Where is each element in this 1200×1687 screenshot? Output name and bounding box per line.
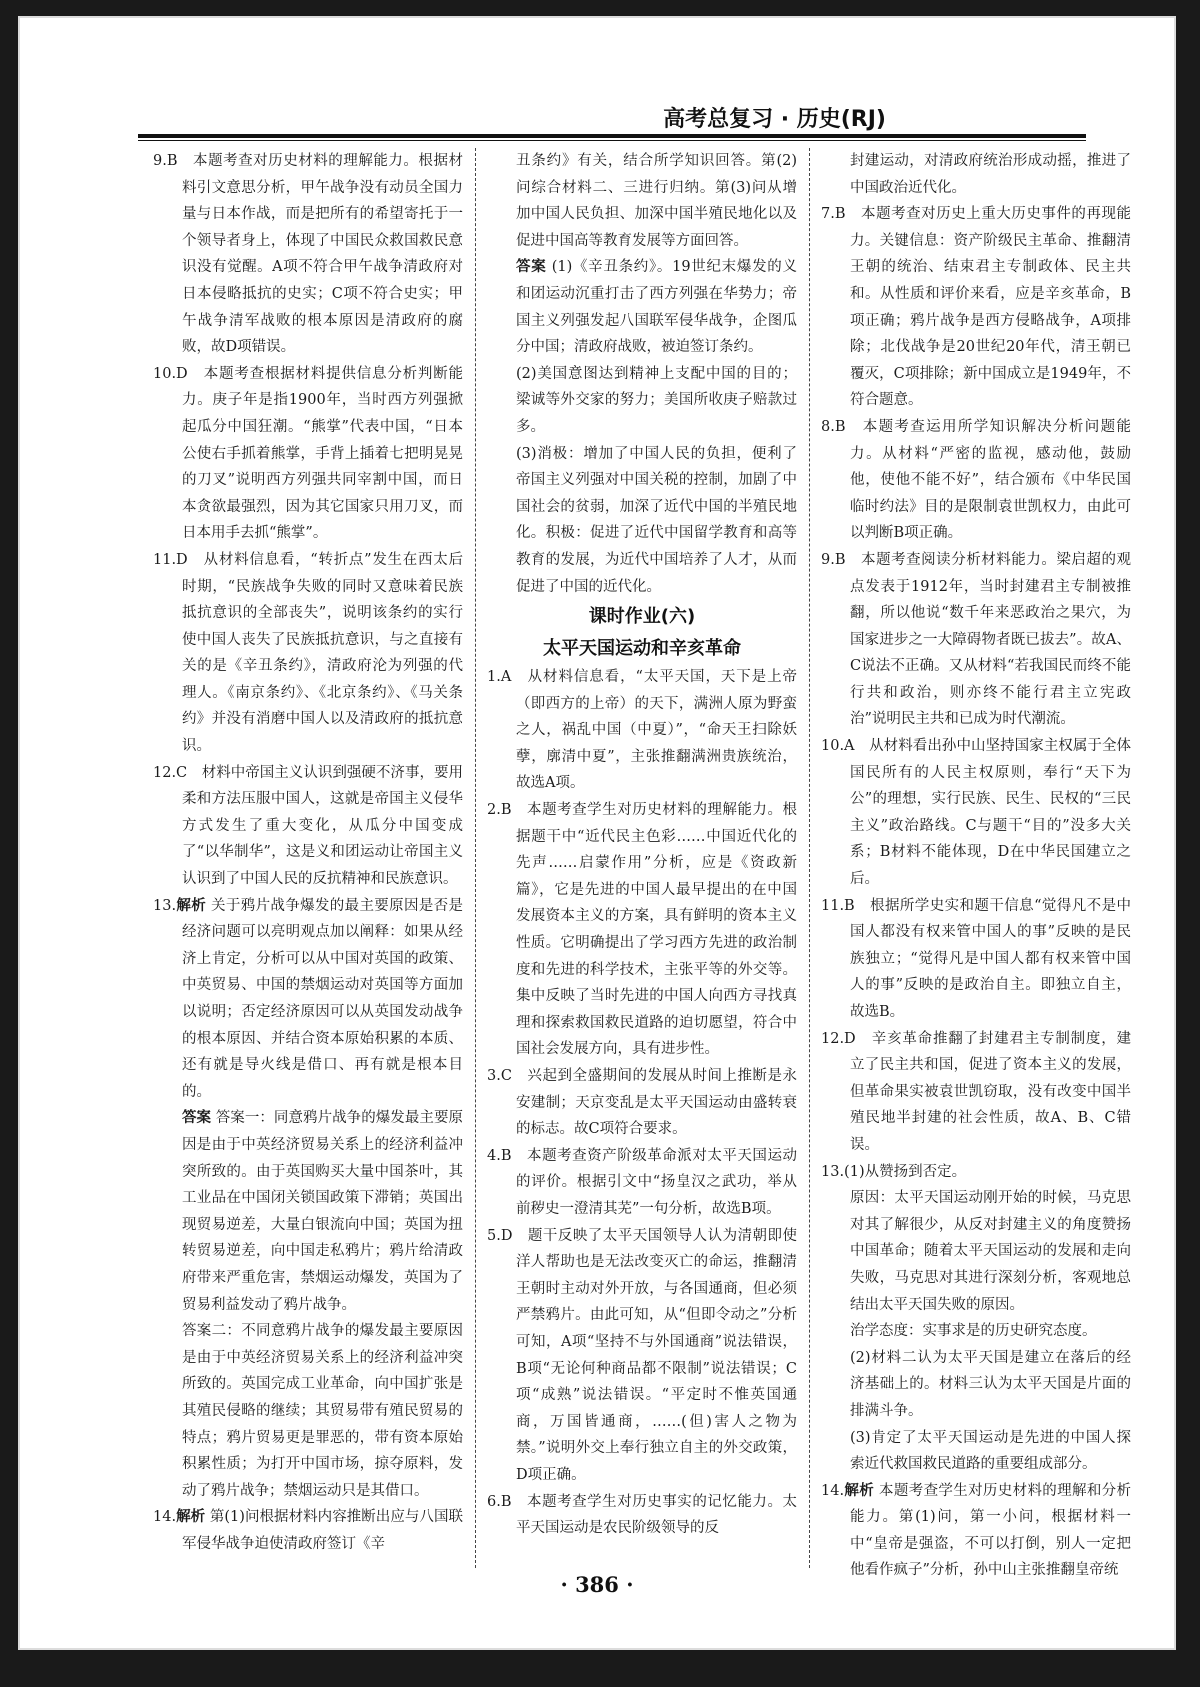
paragraph-text: (2)美国意图达到精神上支配中国的目的；梁诚等外交家的努力；美国所收庚子赔款过多。 [516,365,797,435]
answer-item [487,1223,797,1489]
paragraph-text: 治学态度：实事求是的历史研究态度。 [850,1323,1097,1340]
text-columns [153,148,1133,1579]
column-right [821,148,1132,1579]
section-heading: 太平天国运动和辛亥革命 [543,638,741,660]
answer-item [487,664,797,797]
paragraph-text: 第(1)问根据材料内容推断出应与八国联军侵华战争迫使清政府签订《辛 [182,1509,464,1552]
paragraph-text: 2.B 本题考查学生对历史材料的理解能力。根据题干中“近代民主色彩……中国近代化的先声……启蒙作用”分析，应是《资政新篇》，它是先进的中国人最早提出的在中国发展资本主义的方案，具有鲜明的资本主义性质。它明确提出了学习西方先进的政治制度和先进的科学技术，主张平等的外交等。集中反映了当时先进的中国人向西方寻找真理和探索救国救民道路的迫切愿望，符合中国社会发展方向，具有进步性。 [487,802,797,1058]
answer-paragraph [487,441,797,601]
answer-item [821,1478,1131,1584]
paragraph-text: 本题考查学生对历史材料的理解和分析能力。第(1)问，第一小问，根据材料一中“皇帝是强盗，不可以打倒，别人一定把他看作疯子”分析，孙中山主张推翻皇帝统 [850,1482,1132,1579]
paragraph-text: 12.C 材料中帝国主义认识到强硬不济事，要用柔和方法压服中国人，这就是帝国主义侵华方式发生了重大变化，从瓜分中国变成了“以华制华”，这是义和团运动让帝国主义认识到了中国人民的反抗精神和民族意识。 [153,764,463,888]
answer-label: 解析 [844,1482,875,1499]
paragraph-text: 1.A 从材料信息看，“太平天国，天下是上帝（即西方的上帝）的天下，满洲人原为野蛮之人，祸乱中国（中夏）”，“命天王扫除妖孽，廓清中夏”，主张推翻满洲贵族统治，故选A项。 [487,669,797,792]
answer-item [821,1159,1131,1186]
paragraph-text: 5.D 题干反映了太平天国领导人认为清朝即使洋人帮助也是无法改变灭亡的命运，推翻清王朝时主动对外开放，与各国通商，但必须严禁鸦片。由此可知，从“但即令动之”分析可知，A项“坚持不与外国通商”说法错误，B项“无论何种商品都不限制”说法错误；C项“成熟”说法错误。“平定时不惟英国通商，万国皆通商，……(但)害人之物为禁。”说明外交上奉行独立自主的外交政策，D项正确。 [487,1227,797,1483]
paragraph-text: 丑条约》有关，结合所学知识回答。第(2)问综合材料二、三进行归纳。第(3)问从增加中国人民负担、加深中国半殖民地化以及促进中国高等教育发展等方面回答。 [516,153,797,249]
answer-item [487,1063,797,1143]
answer-paragraph [821,1345,1131,1425]
answer-item [487,1489,797,1542]
answer-label: 答案 [516,259,547,276]
answer-paragraph [821,148,1131,201]
answer-paragraph [153,1318,463,1504]
answer-item [487,1143,797,1223]
answer-item [153,148,463,361]
page-sheet [18,16,1176,1650]
paragraph-text: 封建运动，对清政府统治形成动摇，推进了中国政治近代化。 [850,153,1131,196]
paragraph-text: 10.D 本题考查根据材料提供信息分析判断能力。庚子年是指1900年，当时西方列强掀起瓜分中国狂潮。“熊掌”代表中国，“日本公使右手抓着熊掌，手背上插着七把明晃晃的刀叉”说明西方列强共同宰割中国，而日本贪欲最强烈，因为其它国家只用刀叉，而日本用手去抓“熊掌”。 [153,365,463,542]
paragraph-text: (3)消极：增加了中国人民的负担，便利了帝国主义列强对中国关税的控制，加剧了中国社会的贫弱，加深了近代中国的半殖民地化。积极：促进了近代中国留学教育和高等教育的发展，为近代中国培养了人才，从而促进了中国的近代化。 [516,445,797,595]
answer-paragraph [821,1425,1131,1478]
section-heading: 课时作业(六) [588,606,696,628]
paragraph-text: 11.B 根据所学史实和题干信息“觉得凡不是中国人都没有权来管中国人的事”反映的是民族独立；“觉得凡是中国人都有权来管中国人的事”反映的是政治自主。即独立自主，故选B。 [821,897,1131,1020]
answer-paragraph [487,361,797,441]
paragraph-text: 10.A 从材料看出孙中山坚持国家主权属于全体国民所有的人民主权原则，奉行“天下为公”的理想，实行民族、民生、民权的“三民主义”政治路线。C与题干“目的”没多大关系；B材料不能体现，D在中华民国建立之后。 [821,738,1131,888]
paragraph-text: (2)材料二认为太平天国是建立在落后的经济基础上的。材料三认为太平天国是片面的排满斗争。 [850,1349,1131,1419]
paragraph-text: 4.B 本题考查资产阶级革命派对太平天国运动的评价。根据引文中“扬皇汉之武功，举从前秽史一澄清其芜”一句分析，故选B项。 [487,1147,797,1217]
header-rule [138,134,1086,138]
paragraph-text: (1)《辛丑条约》。19世纪末爆发的义和团运动沉重打击了西方列强在华势力；帝国主义列强发起八国联军侵华战争，企图瓜分中国；清政府战败，被迫签订条约。 [516,259,797,356]
answer-item [821,201,1131,414]
answer-item [153,1504,463,1557]
column-middle [487,148,797,1568]
paragraph-text: 答案一：同意鸦片战争的爆发最主要原因是由于中英经济贸易关系上的经济利益冲突所致的。由于英国购买大量中国茶叶，其工业品在中国闭关锁国政策下滞销；英国出现贸易逆差，大量白银流向中国；英国为扭转贸易逆差，向中国走私鸦片；鸦片给清政府带来严重危害，禁烟运动爆发，英国为了贸易利益发动了鸦片战争。 [182,1110,463,1313]
item-number: 14. [153,1509,177,1526]
answer-item [487,797,797,1063]
paragraph-text: 13.(1)从赞扬到否定。 [821,1163,967,1180]
paragraph-text: 6.B 本题考查学生对历史事实的记忆能力。太平天国运动是农民阶级领导的反 [487,1493,797,1537]
answer-label: 答案 [182,1110,212,1127]
answer-item [821,893,1131,1026]
item-number: 13. [153,897,177,914]
paragraph-text: 原因：太平天国运动刚开始的时候，马克思对其了解很少，从反对封建主义的角度赞扬中国革命；随着太平天国运动的发展和走向失败，马克思对其进行深刻分析，客观地总结出太平天国失败的原因。 [850,1190,1131,1313]
page-header [138,94,1086,142]
answer-item [153,760,463,893]
answer-item [821,733,1131,893]
paragraph-text: (3)肯定了太平天国运动是先进的中国人探索近代救国救民道路的重要组成部分。 [850,1429,1131,1473]
paragraph-text: 7.B 本题考查对历史上重大历史事件的再现能力。关键信息：资产阶级民主革命、推翻清王朝的统治、结束君主专制政体、民主共和。从性质和评价来看，应是辛亥革命，B项正确；鸦片战争是西方侵略战争，A项排除；北伐战争是20世纪20年代，清王朝已覆灭，C项排除；新中国成立是1949年，不符合题意。 [821,206,1131,409]
answer-item [153,547,463,760]
item-number: 14. [821,1482,845,1499]
answer-label: 解析 [176,1509,206,1526]
answer-paragraph [153,1105,463,1318]
answer-item [821,547,1131,733]
paragraph-text: 3.C 兴起到全盛期间的发展从时间上推断是永安建制；天京变乱是太平天国运动由盛转衰的标志。故C项符合要求。 [487,1068,797,1138]
column-left [153,148,463,1568]
paragraph-text: 9.B 本题考查对历史材料的理解能力。根据材料引文意思分析，甲午战争没有动员全国力量与日本作战，而是把所有的希望寄托于一个领导者身上，体现了中国民众救国救民意识没有觉醒。A项不符合甲午战争清政府对日本侵略抵抗的史实；C项不符合史实；甲午战争清军战败的根本原因是清政府的腐败，故D项错误。 [153,153,463,356]
paragraph-text: 关于鸦片战争爆发的最主要原因是否是经济问题可以亮明观点加以阐释：如果从经济上肯定，分析可以从中国对英国的政策、中英贸易、中国的禁烟运动对英国等方面加以说明；否定经济原因可以从英国发动战争的根本原因、并结合资本原始积累的本质、还有就是导火线是借口、再有就是根本目的。 [182,897,464,1100]
paragraph-text: 8.B 本题考查运用所学知识解决分析问题能力。从材料“严密的监视，感动他，鼓励他，使他不能不好”，结合颁布《中华民国临时约法》目的是限制袁世凯权力，由此可以判断B项正确。 [821,418,1131,542]
answer-paragraph [821,1318,1131,1345]
answer-paragraph [487,148,797,254]
header-title: 高考总复习 · 历史(RJ) [663,107,886,132]
paragraph-text: 答案二：不同意鸦片战争的爆发最主要原因是由于中英经济贸易关系上的经济利益冲突所致的。英国完成工业革命，向中国扩张是其殖民侵略的继续；其贸易带有殖民贸易的特点；鸦片贸易更是罪恶的，带有资本原始积累性质；为打开中国市场，掠夺原料，发动了鸦片战争；禁烟运动只是其借口。 [182,1323,463,1499]
answer-paragraph [487,254,797,360]
column-divider [475,148,476,1568]
answer-label: 解析 [176,897,207,914]
page-number: · 386 · [560,1572,634,1597]
header-rule-thin [138,140,1086,141]
answer-item [821,414,1131,547]
answer-paragraph [821,1185,1131,1318]
answer-item [153,361,463,547]
column-divider [809,148,810,1568]
paragraph-text: 12.D 辛亥革命推翻了封建君主专制制度，建立了民主共和国，促进了资本主义的发展，但革命果实被袁世凯窃取，没有改变中国半殖民地半封建的社会性质，故A、B、C错误。 [821,1030,1131,1153]
paragraph-text: 11.D 从材料信息看，“转折点”发生在西太后时期，“民族战争失败的同时又意味着民族抵抗意识的全部丧失”，说明该条约的实行使中国人丧失了民族抵抗意识，与之直接有关的是《辛丑条约》，清政府沦为列强的代理人。《南京条约》、《北京条约》、《马关条约》并没有消磨中国人以及清政府的抵抗意识。 [153,551,463,755]
answer-item [821,1026,1131,1159]
answer-item [153,893,463,1106]
paragraph-text: 9.B 本题考查阅读分析材料能力。梁启超的观点发表于1912年，当时封建君主专制被推翻，所以他说“数千年来恶政治之果穴，为国家进步之一大障碍物者既已拔去”。故A、C说法不正确。又从材料“若我国民而终不能行共和政治，则亦终不能行君主立宪政治”说明民主共和已成为时代潮流。 [821,551,1131,728]
